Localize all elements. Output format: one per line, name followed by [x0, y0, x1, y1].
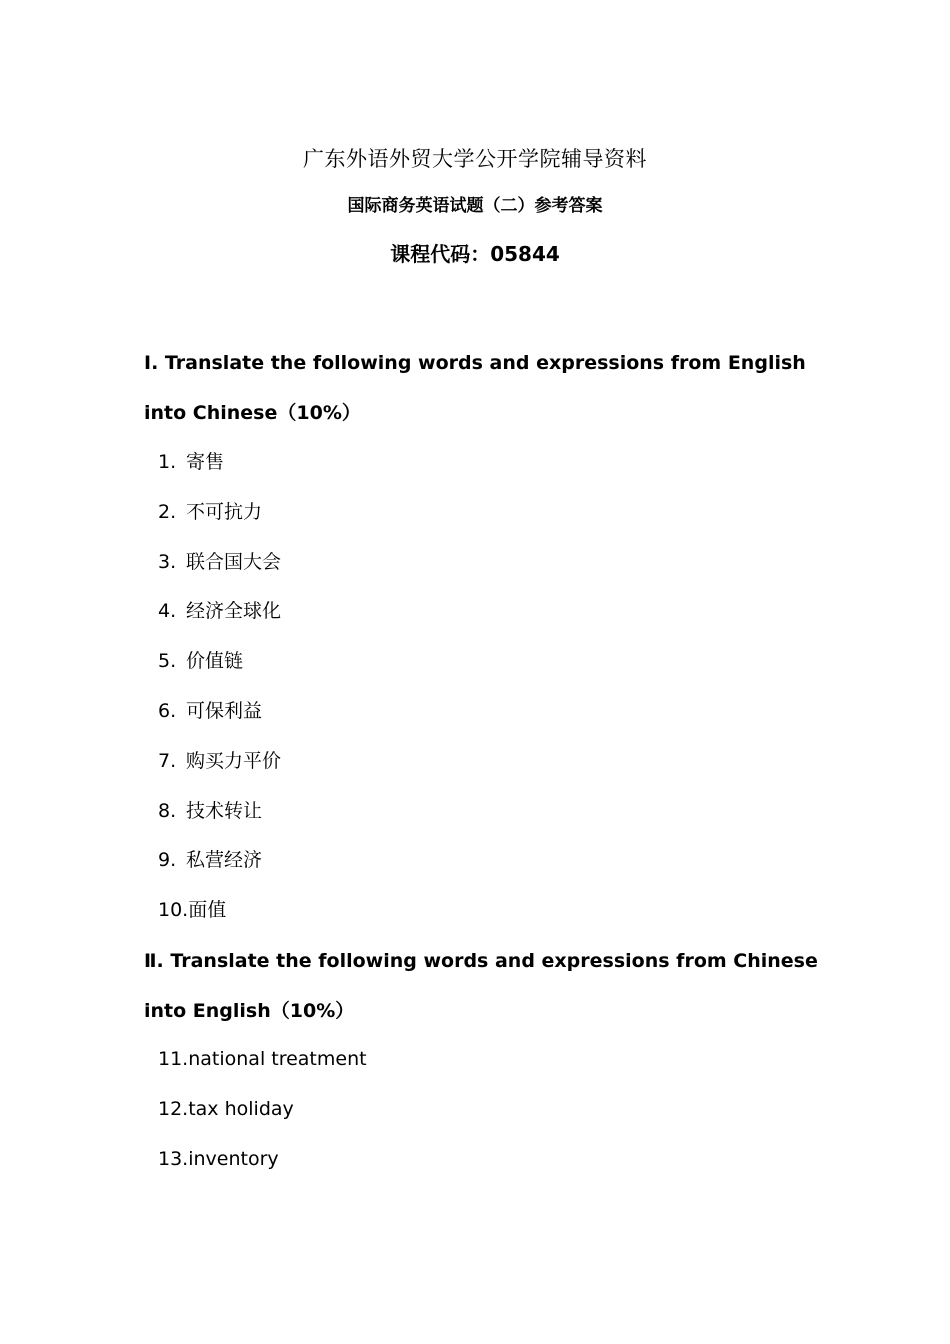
section-2-heading: Ⅱ. Translate the following words and expressions from Chinese into English（10%） — [144, 950, 818, 1022]
list-item — [158, 538, 281, 588]
section-1-list — [158, 438, 281, 936]
section-1-heading: Ⅰ. Translate the following words and expressions from English into Chinese（10%） — [144, 352, 806, 424]
list-item — [158, 886, 281, 936]
item-text: national treatment — [188, 1048, 367, 1070]
item-number: 1. — [158, 451, 177, 473]
section-2-list — [158, 1035, 367, 1184]
list-item — [158, 587, 281, 637]
item-number: 10. — [158, 899, 189, 922]
item-text: 技术转让 — [186, 799, 263, 822]
item-text: inventory — [188, 1147, 279, 1170]
item-text: 经济全球化 — [186, 600, 282, 623]
list-item — [158, 737, 281, 787]
list-item — [158, 1035, 367, 1085]
list-item — [158, 438, 281, 488]
item-number: 7. — [158, 749, 177, 772]
item-text: 联合国大会 — [186, 550, 282, 573]
item-number: 11. — [158, 1048, 189, 1070]
item-text: 面值 — [188, 899, 227, 922]
list-item — [158, 1085, 367, 1135]
course-code: 课程代码：05844 — [390, 242, 560, 266]
item-number: 9. — [158, 849, 177, 872]
item-text: 私营经济 — [186, 849, 263, 872]
item-text: 不可抗力 — [186, 500, 263, 523]
item-text: 寄售 — [186, 451, 225, 473]
list-item — [158, 637, 281, 687]
item-number: 6. — [158, 699, 177, 722]
item-number: 13. — [158, 1147, 189, 1170]
item-number: 12. — [158, 1097, 189, 1120]
list-item — [158, 787, 281, 837]
item-number: 2. — [158, 500, 177, 523]
list-item — [158, 488, 281, 538]
school-name: 广东外语外贸大学公开学院辅导资料 — [303, 147, 647, 171]
exam-title: 国际商务英语试题（二）参考答案 — [347, 196, 603, 216]
item-number: 8. — [158, 799, 177, 822]
item-number: 5. — [158, 650, 177, 673]
list-item — [158, 836, 281, 886]
item-text: tax holiday — [188, 1097, 294, 1120]
list-item — [158, 1135, 367, 1185]
item-number: 3. — [158, 550, 177, 573]
list-item — [158, 687, 281, 737]
item-text: 可保利益 — [186, 699, 263, 722]
item-text: 购买力平价 — [186, 749, 282, 772]
item-number: 4. — [158, 600, 177, 623]
item-text: 价值链 — [186, 650, 244, 673]
